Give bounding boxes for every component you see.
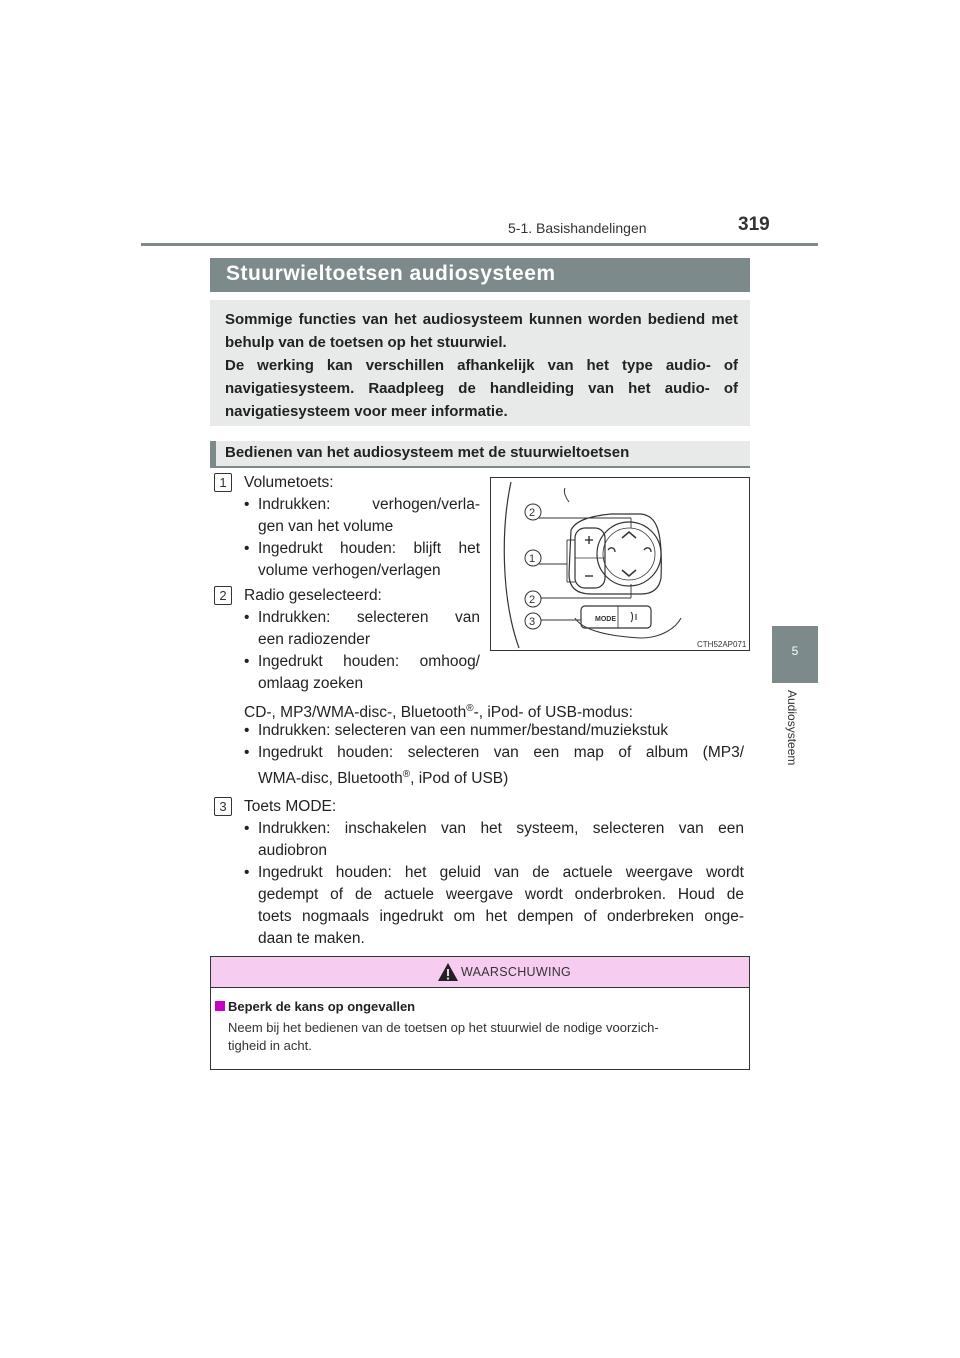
bullet-dot: •	[244, 744, 250, 761]
item-2-bullet-4-line-1: Ingedrukt houden: selecteren van een map of album (MP3/	[258, 744, 744, 761]
warning-text-line-2: tigheid in acht.	[228, 1038, 312, 1053]
item-1-bullet-1-line-1: Indrukken: verhogen/verla-	[258, 496, 480, 513]
chapter-tab-label	[785, 690, 805, 810]
item-number-3: 3	[214, 797, 232, 816]
bullet-dot: •	[244, 609, 250, 626]
chapter-tab: 5	[772, 626, 818, 683]
section-title: Stuurwieltoetsen audiosysteem	[226, 262, 556, 285]
bullet-dot: •	[244, 864, 250, 881]
chapter-tab-label-text: Audiosysteem	[785, 690, 799, 766]
item-1-bullet-2-line-2: volume verhogen/verlagen	[258, 562, 441, 579]
bullet-dot: •	[244, 496, 250, 513]
header-rule	[141, 243, 818, 246]
warning-bullet-square	[215, 1001, 225, 1011]
item-3-bullet-2-line-2: gedempt of de actuele weergave wordt onderbroken. Houd de	[258, 886, 744, 903]
warning-text	[228, 1019, 743, 1055]
item-3-label: Toets MODE:	[244, 798, 337, 815]
warning-box	[210, 956, 750, 1070]
item-3-bullet-1-line-1: Indrukken: inschakelen van het systeem, selecteren van een	[258, 820, 744, 837]
callout-label-2: 1	[529, 553, 536, 565]
figure-code: CTH52AP071	[697, 640, 747, 649]
item-number-1: 1	[214, 473, 232, 492]
warning-header	[211, 957, 749, 988]
item-2-bullet-2	[244, 651, 480, 695]
steering-wheel-illustration	[491, 478, 749, 650]
bullet-dot: •	[244, 540, 250, 557]
item-2-bullet-2-line-2: omlaag zoeken	[258, 675, 364, 692]
callout-label-1: 2	[529, 507, 536, 519]
subheading: Bedienen van het audiosysteem met de stuurwieltoetsen	[225, 444, 630, 461]
item-number-2: 2	[214, 586, 232, 605]
item-2-bullet-2-line-1: Ingedrukt houden: omhoog/	[258, 653, 480, 670]
item-2-bullet-4	[244, 742, 744, 790]
bullet-dot: •	[244, 653, 250, 670]
section-title-bar	[210, 258, 750, 292]
warning-title: WAARSCHUWING	[461, 965, 572, 979]
callout-label-3: 2	[529, 594, 536, 606]
item-1-label: Volumetoets:	[244, 474, 334, 491]
steering-wheel-figure	[490, 477, 750, 651]
item-2-bullet-1-line-2: een radiozender	[258, 631, 371, 648]
callout-label-4: 3	[529, 616, 536, 628]
mode-label-text-end: -, iPod- of USB-modus:	[473, 704, 633, 722]
item-3-bullet-2	[244, 862, 744, 950]
item-3-bullet-2-line-4: daan te maken.	[258, 930, 365, 947]
warning-triangle-icon	[437, 962, 459, 982]
item-2-label: Radio geselecteerd:	[244, 587, 382, 604]
item-3-bullet-1-line-2: audiobron	[258, 842, 327, 859]
warning-text-line-1: Neem bij het bedienen van de toetsen op het stuurwiel de nodige voorzich-	[228, 1020, 659, 1035]
item-3-bullet-1	[244, 818, 744, 862]
item-2-bullet-1	[244, 607, 480, 651]
b4-text-end: , iPod of USB)	[410, 770, 509, 788]
bullet-dot: •	[244, 820, 250, 837]
item-3-bullet-2-line-1: Ingedrukt houden: het geluid van de actuele weergave wordt	[258, 864, 744, 881]
item-2-bullet-4-line-2	[258, 764, 744, 790]
registered-mark: ®	[466, 703, 474, 714]
bullet-dot: •	[244, 722, 250, 739]
item-1-bullet-2-line-1: Ingedrukt houden: blijft het	[258, 540, 480, 557]
registered-mark: ®	[402, 769, 411, 780]
subheading-bar	[210, 441, 750, 468]
item-2-bullet-3-line-1: Indrukken: selecteren van een nummer/bestand/muziekstuk	[258, 722, 669, 739]
section-reference: 5-1. Basishandelingen	[508, 220, 647, 236]
warning-subtitle: Beperk de kans op ongevallen	[228, 999, 416, 1014]
item-2-bullet-1-line-1: Indrukken: selecteren van	[258, 609, 480, 626]
mode-label-text: CD-, MP3/WMA-disc-, Bluetooth	[244, 704, 467, 722]
intro-box	[210, 300, 750, 426]
intro-paragraph-1: Sommige functies van het audiosysteem kunnen worden bediend met behulp van de toetsen op het stuurwiel.	[225, 311, 738, 351]
b4-text: WMA-disc, Bluetooth	[258, 770, 403, 788]
intro-paragraph-2: De werking kan verschillen afhankelijk van het type audio- of navigatiesysteem. Raadpleeg de handleiding van het audio- of navigatiesysteem voor meer informatie.	[225, 357, 738, 420]
item-1-bullet-1-line-2: gen van het volume	[258, 518, 394, 535]
item-2-bullet-3	[244, 720, 744, 742]
item-3-bullet-2-line-3: toets nogmaals ingedrukt om het dempen of onderbreken onge-	[258, 908, 744, 925]
mode-button-label: MODE	[595, 616, 616, 623]
page-number: 319	[738, 214, 770, 235]
item-1-bullet-1	[244, 494, 480, 538]
item-1-bullet-2	[244, 538, 480, 582]
